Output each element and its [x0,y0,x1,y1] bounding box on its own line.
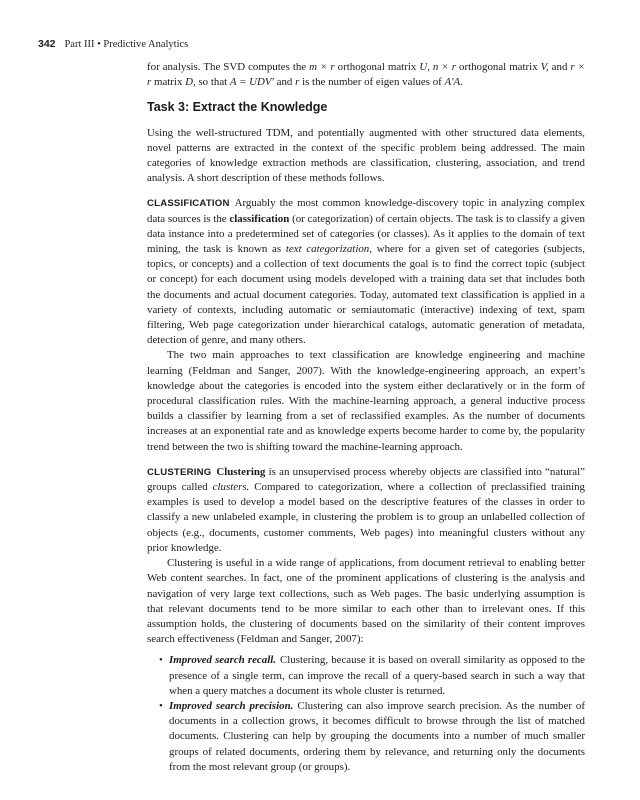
bullet-icon: • [159,654,163,667]
clustering-paragraph: CLUSTERING Clustering is an unsupervised process whereby objects are classified into “natural” groups called clusters. Compared to categorization, where a collection of preclassified training examples is used to develop a model based on the descriptive features of the classes in order to classify a new unlabeled example, in clustering the problem is to group an unlabelled collection of objects (e.g., documents, customer comments, Web pages) into meaningful clusters without any prior knowledge. [147,465,585,554]
clustering-runin-heading: CLUSTERING [147,466,212,478]
intro-paragraph: for analysis. The SVD computes the m × r orthogonal matrix U, n × r orthogonal matrix V, and r × r matrix D, so that A = UDV′ and r is the number of eigen values of A′A. [147,61,586,89]
bullet-icon: • [159,699,163,712]
section-heading-task3: Task 3: Extract the Knowledge [147,100,328,115]
clustering-benefits-list [147,653,585,775]
task3-paragraph: Using the well-structured TDM, and potentially augmented with other structured data elements, novel patterns are extracted in the context of the specific problem being addressed. The main categories of knowledge extraction methods are classification, clustering, association, and trend analysis. A short description of these methods follows. [147,126,585,185]
part-title: Part III • Predictive Analytics [64,39,189,50]
classification-paragraph: CLASSIFICATION Arguably the most common knowledge-discovery topic in analyzing complex data sources is the classification (or categorization) of certain objects. The task is to classify a given data instance into a predetermined set of categories (or classes). As it applies to the domain of text mining, the task is known as text categorization, where for a given set of categories (subjects, topics, or concepts) and a collection of text documents the goal is to find the correct topic (subject or concept) for each document using models developed with a training data set that includes both the documents and actual document categories. Today, automated text classification is applied in a variety of contexts, including automatic or semiautomatic (interactive) indexing of text, spam filtering, Web page categorization under hierarchical catalogs, automatic generation of metadata, detection of genre, and many others. [147,197,585,347]
body-text [147,60,585,775]
clustering-applications-paragraph: Clustering is useful in a wide range of applications, from document retrieval to enabling better Web content searches. In fact, one of the prominent applications of clustering is the analysis and navigation of very large text collections, such as Web pages. The basic underlying assumption is that relevant documents tend to be more similar to each other than to irrelevant ones. If this assumption holds, the clustering of documents based on the similarity of their content improves search effectiveness (Feldman and Sanger, 2007): [147,557,585,646]
classification-runin-heading: CLASSIFICATION [147,198,230,210]
list-item: • Improved search recall. Clustering, because it is based on overall similarity as opposed to the presence of a single term, can improve the recall of a query-based search in such a way that when a query matches a document its whole cluster is returned. [159,654,585,697]
list-item: • Improved search precision. Clustering can also improve search precision. As the number of documents in a collection grows, it becomes difficult to browse through the list of matched documents. Clustering can help by grouping the documents into a number of much smaller groups of related documents, ordering them by relevance, and returning only the documents from the most relevant group (or groups). [159,699,585,773]
page-number: 342 [38,38,56,50]
classification-approaches-paragraph: The two main approaches to text classification are knowledge engineering and machine learning (Feldman and Sanger, 2007). With the knowledge-engineering approach, an expert’s knowledge about the categories is encoded into the system either declaratively or in the form of procedural classification rules. With the machine-learning approach, a general inductive process builds a classifier by learning from a set of reclassified examples. As the number of documents increases at an exponential rate and as knowledge experts become harder to come by, the popularity trend between the two is shifting toward the machine-learning approach. [147,349,585,453]
running-header [38,38,188,50]
